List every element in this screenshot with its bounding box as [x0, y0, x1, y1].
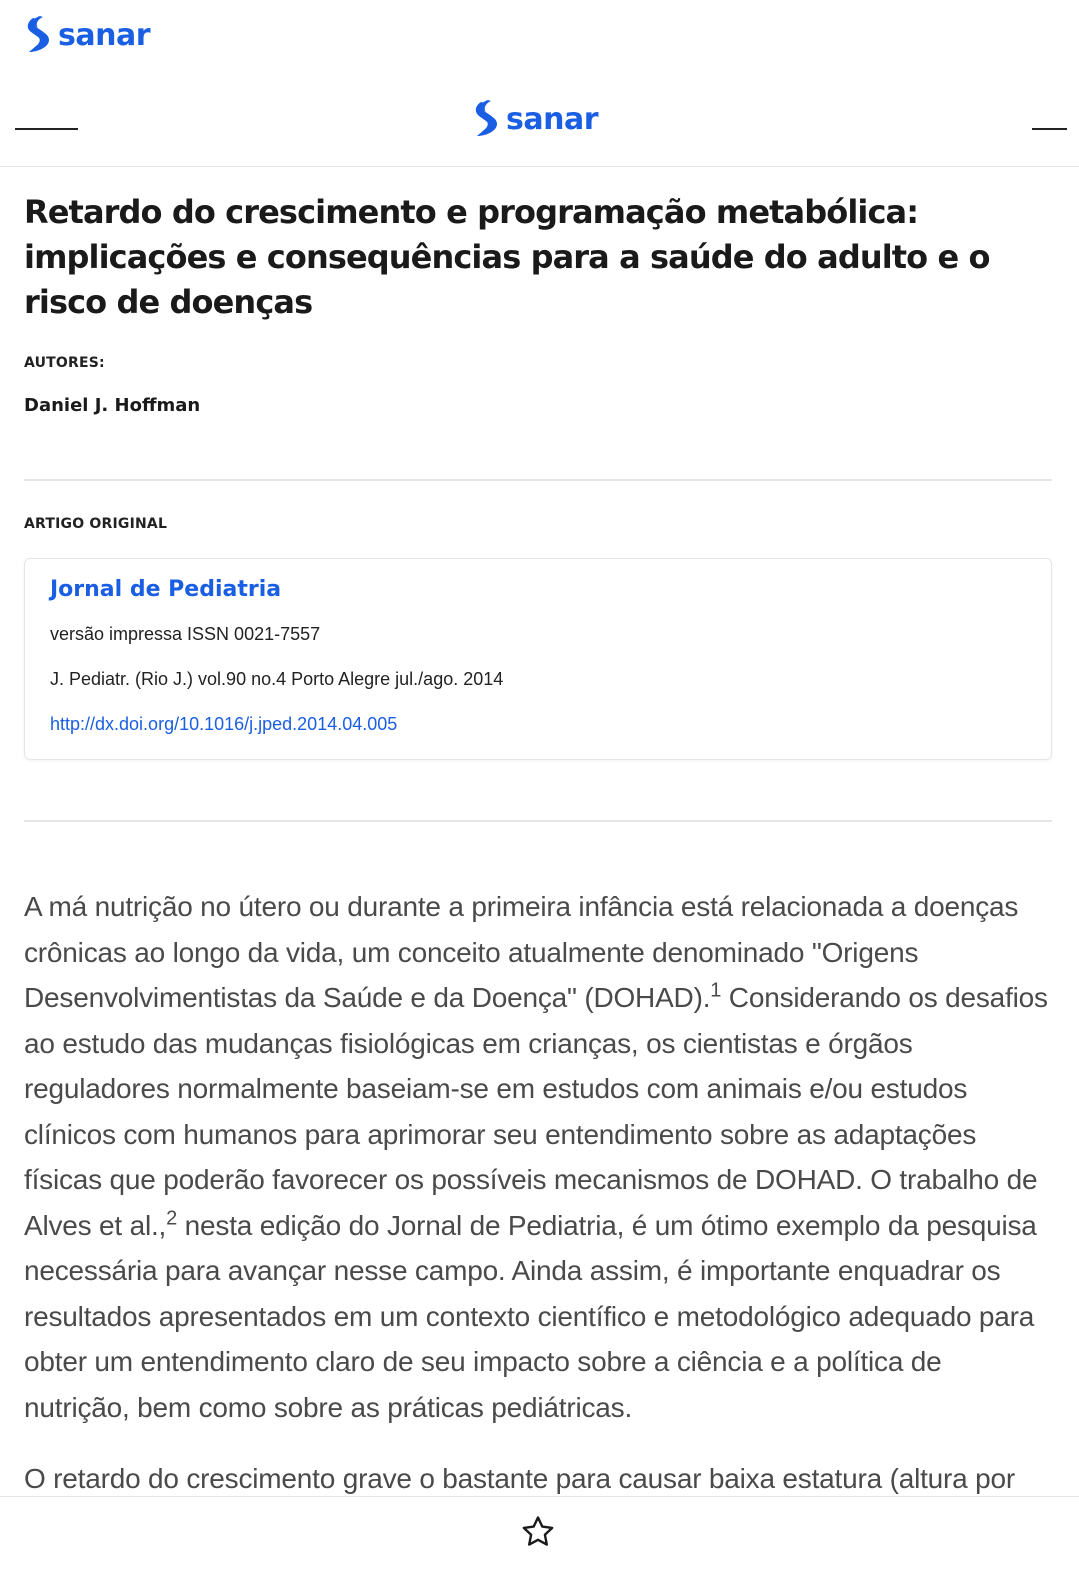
divider — [24, 820, 1052, 822]
app-header — [0, 84, 1079, 167]
header-logo-text: sanar — [506, 101, 598, 137]
paragraph — [24, 884, 1052, 1430]
logo-text: sanar — [58, 17, 150, 53]
journal-issn: versão impressa ISSN 0021-7557 — [50, 624, 321, 644]
journal-card — [24, 558, 1052, 760]
paragraph-text: Considerando os desafios ao estudo das mudanças fisiológicas em crianças, os cientistas e órgãos reguladores normalmente baseiam-se em estudos com animais e/ou estudos clínicos com humanos para aprimorar seu entendimento sobre as adaptações físicas que poderão favorecer os possíveis mecanismos de DOHAD. O trabalho de Alves et al., — [24, 982, 1048, 1241]
reference-link[interactable]: 1 — [710, 979, 722, 1002]
article-content — [24, 190, 1052, 1502]
bottom-bar — [0, 1496, 1079, 1573]
header-logo[interactable] — [472, 100, 598, 138]
divider — [24, 479, 1052, 481]
journal-name: Jornal de Pediatria — [50, 577, 282, 602]
article-body — [24, 884, 1052, 1502]
doi-link[interactable]: http://dx.doi.org/10.1016/j.jped.2014.04.005 — [50, 714, 398, 734]
star-icon[interactable] — [521, 1515, 555, 1549]
article-title: Retardo do crescimento e programação metabólica: implicações e consequências para a saúde do adulto e o risco de doenças — [24, 193, 990, 321]
author-name[interactable]: Daniel J. Hoffman — [24, 395, 201, 416]
top-logo[interactable] — [24, 16, 150, 54]
paragraph-text: A má nutrição no útero ou durante a primeira infância está relacionada a doenças crônicas ao longo da vida, um conceito atualmente denominado "Origens Desenvolvimentistas da Saúde e da Doença" (DOHAD). — [24, 891, 1019, 1013]
authors-label: AUTORES: — [24, 355, 105, 371]
paragraph: O retardo do crescimento grave o bastante para causar baixa estatura (altura por — [24, 1463, 1015, 1494]
sanar-logo-icon — [24, 16, 52, 54]
paragraph-text: nesta edição do Jornal de Pediatria, é um ótimo exemplo da pesquisa necessária para avançar nesse campo. Ainda assim, é importante enquadrar os resultados apresentados em um contexto científico e metodológico adequado para obter um entendimento claro de seu impacto sobre a ciência e a política de nutrição, bem como sobre as práticas pediátricas. — [24, 1209, 1037, 1423]
options-icon[interactable] — [1032, 128, 1067, 130]
sanar-logo-icon — [472, 100, 500, 138]
journal-citation: J. Pediatr. (Rio J.) vol.90 no.4 Porto Alegre jul./ago. 2014 — [50, 669, 504, 689]
article-type-label: ARTIGO ORIGINAL — [24, 516, 168, 532]
reference-link[interactable]: 2 — [166, 1207, 178, 1230]
menu-icon[interactable] — [15, 128, 78, 130]
